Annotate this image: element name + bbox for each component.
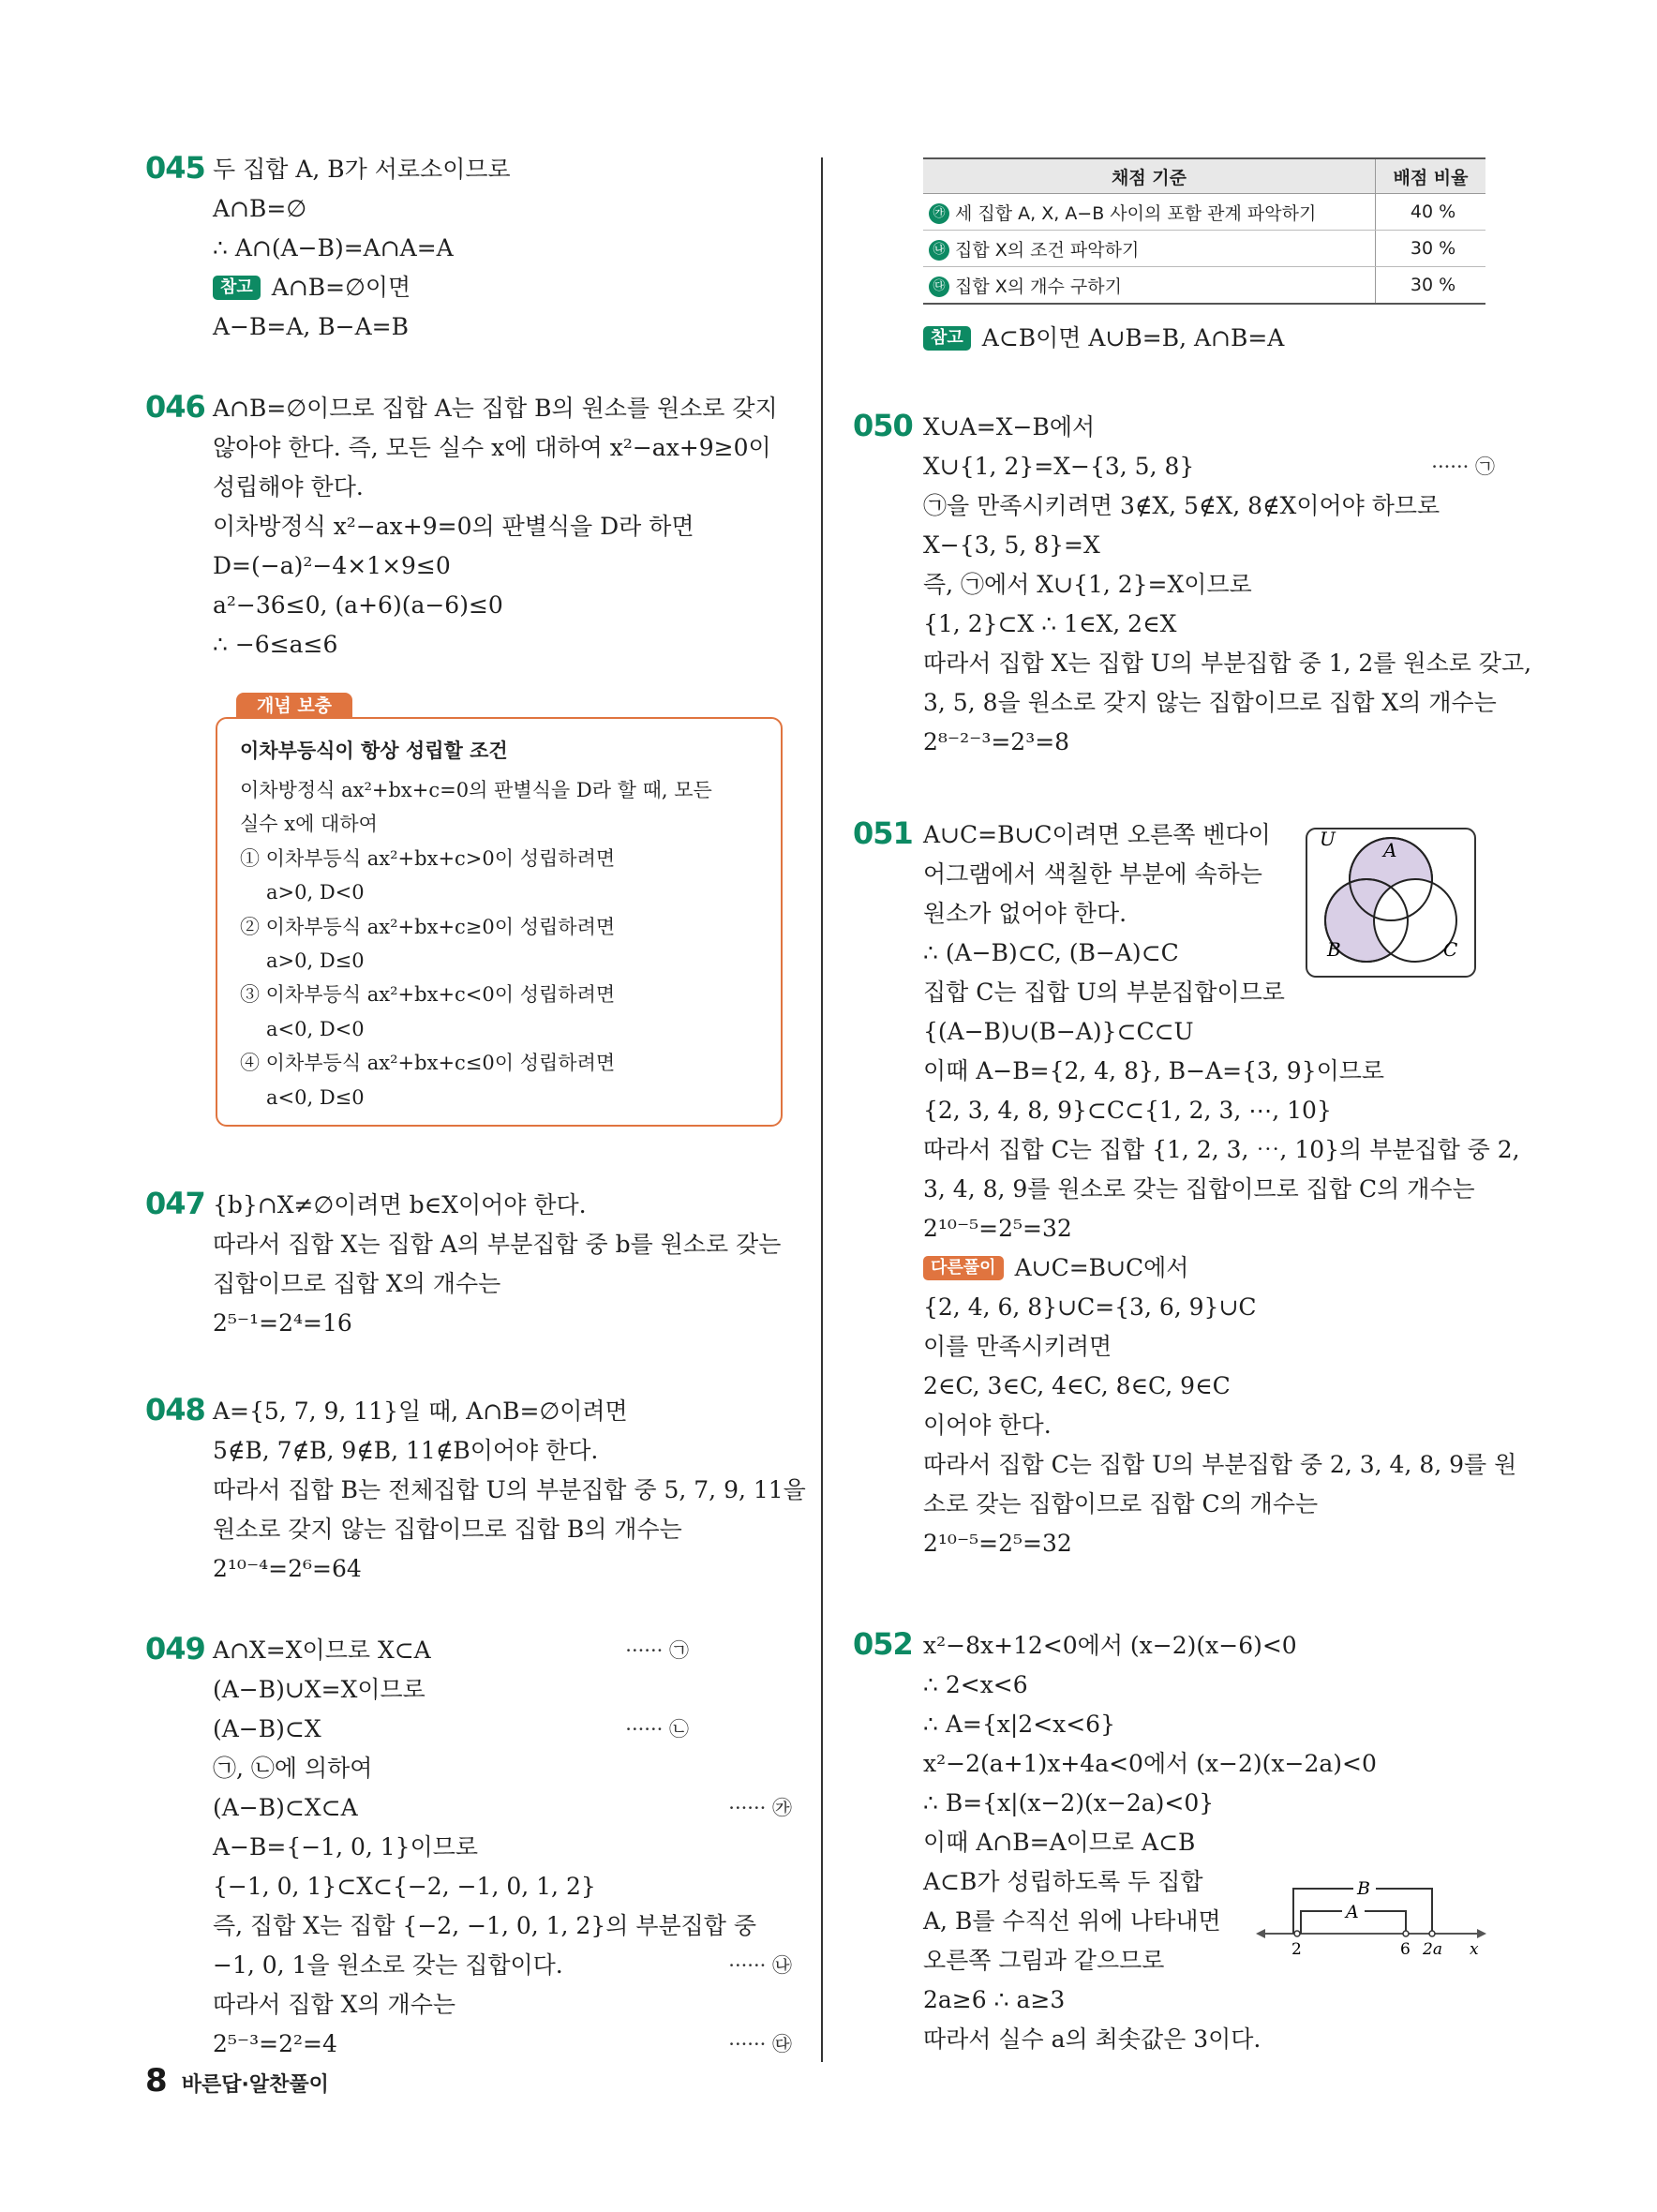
step-marker: ㉰ <box>929 276 949 297</box>
equation-tag: ······ ㉠ <box>1431 456 1495 478</box>
text-line: ∴ A={x|2<x<6} <box>923 1711 1115 1738</box>
problem-number: 051 <box>853 815 913 851</box>
problem-number: 052 <box>853 1626 913 1662</box>
step-tag: ······ ㉯ <box>728 1954 792 1977</box>
text-line: 2¹⁰⁻⁵=2⁵=32 <box>923 1215 1072 1242</box>
text-line: ∴ B={x|(x−2)(x−2a)<0} <box>923 1789 1215 1816</box>
text-line: 2¹⁰⁻⁴=2⁶=64 <box>213 1555 362 1582</box>
number-line-diagram <box>1256 1870 1490 1959</box>
text-line: {(A−B)∪(B−A)}⊂C⊂U <box>923 1018 1194 1045</box>
line-text: 2⁵⁻³=2²=4 <box>213 2030 337 2057</box>
text-line: 5∉B, 7∉B, 9∉B, 11∉B이어야 한다. <box>213 1437 599 1464</box>
problem-number: 049 <box>145 1631 205 1666</box>
text-line: ∴ A∩(A−B)=A∩A=A <box>213 234 454 262</box>
tick-label: 2a <box>1423 1940 1442 1959</box>
text-line: A, B를 수직선 위에 나타내면 <box>923 1907 1221 1935</box>
text-line: ∴ 2<x<6 <box>923 1671 1028 1698</box>
line-text: A∩X=X이므로 X⊂A <box>213 1637 431 1664</box>
problem-number: 046 <box>145 389 205 425</box>
venn-label-b: B <box>1327 938 1341 961</box>
text-line <box>923 1248 1495 1288</box>
text-line: {2, 4, 6, 8}∪C={3, 6, 9}∪C <box>923 1293 1257 1321</box>
text-line: 3, 5, 8을 원소로 갖지 않는 집합이므로 집합 X의 개수는 <box>923 689 1497 716</box>
line-text: (A−B)⊂X <box>213 1715 321 1742</box>
text-line: 않아야 한다. 즉, 모든 실수 x에 대하여 x²−ax+9≥0이 <box>213 434 771 461</box>
text-line: {1, 2}⊂X ∴ 1∈X, 2∈X <box>923 610 1177 637</box>
text-line <box>213 1710 792 1749</box>
venn-label-a: A <box>1383 839 1397 861</box>
text-line: (A−B)∪X=X이므로 <box>213 1676 425 1703</box>
problem-number: 045 <box>145 150 205 186</box>
text-line: 어그램에서 색칠한 부분에 속하는 <box>923 860 1262 888</box>
text-line: 2∈C, 3∈C, 4∈C, 8∈C, 9∈C <box>923 1372 1231 1399</box>
table-row <box>923 194 1485 231</box>
text-line: 따라서 집합 X는 집합 A의 부분집합 중 b를 원소로 갖는 <box>213 1231 782 1258</box>
text-line: 즉, 집합 X는 집합 {−2, −1, 0, 1, 2}의 부분집합 중 <box>213 1912 757 1939</box>
concept-line: 실수 x에 대하여 <box>240 813 378 836</box>
step-marker: ㉯ <box>929 240 949 261</box>
text-line: 따라서 실수 a의 최솟값은 3이다. <box>923 2025 1261 2053</box>
step-tag: ······ ㉮ <box>728 1797 792 1819</box>
concept-line: ① 이차부등식 ax²+bx+c>0이 성립하려면 <box>240 846 616 870</box>
problem-number: 047 <box>145 1186 205 1221</box>
text-line: X−{3, 5, 8}=X <box>923 531 1100 559</box>
column-divider <box>821 157 823 2062</box>
table-cell: 집합 X의 개수 구하기 <box>955 276 1122 297</box>
text-line: x²−8x+12<0에서 (x−2)(x−6)<0 <box>923 1632 1297 1659</box>
text-line: A∪C=B∪C이려면 오른쪽 벤다이 <box>923 821 1271 848</box>
text-line: 즉, ㉠에서 X∪{1, 2}=X이므로 <box>923 571 1252 598</box>
step-marker: ㉮ <box>929 203 949 224</box>
concept-line: a>0, D≤0 <box>266 949 365 972</box>
text-line: x²−2(a+1)x+4a<0에서 (x−2)(x−2a)<0 <box>923 1750 1377 1777</box>
label-a: A <box>1346 1902 1359 1922</box>
text-line <box>213 2025 792 2064</box>
text-line: 집합 C는 집합 U의 부분집합이므로 <box>923 979 1285 1006</box>
text-line: 2⁵⁻¹=2⁴=16 <box>213 1309 352 1337</box>
text-line: 두 집합 A, B가 서로소이므로 <box>213 156 511 183</box>
text-line: 따라서 집합 C는 집합 U의 부분집합 중 2, 3, 4, 8, 9를 원 <box>923 1451 1517 1478</box>
concept-line: 이차방정식 ax²+bx+c=0의 판별식을 D라 할 때, 모든 <box>240 779 712 801</box>
note-text: A∩B=∅이면 <box>271 274 411 301</box>
text-line: 이때 A−B={2, 4, 8}, B−A={3, 9}이므로 <box>923 1057 1385 1084</box>
table-row <box>923 267 1485 305</box>
line-text: A∪C=B∪C에서 <box>1014 1254 1189 1281</box>
text-line: ㉠을 만족시키려면 3∉X, 5∉X, 8∉X이어야 하므로 <box>923 492 1441 519</box>
line-text: X∪{1, 2}=X−{3, 5, 8} <box>923 453 1195 480</box>
tick-label: 6 <box>1400 1940 1411 1959</box>
text-line: {2, 3, 4, 8, 9}⊂C⊂{1, 2, 3, ⋯, 10} <box>923 1097 1332 1124</box>
text-line: 집합이므로 집합 X의 개수는 <box>213 1270 501 1297</box>
line-text: −1, 0, 1을 원소로 갖는 집합이다. <box>213 1951 563 1979</box>
text-line <box>213 1631 792 1670</box>
text-line: X∪A=X−B에서 <box>923 413 1096 441</box>
concept-tab: 개념 보충 <box>236 693 352 719</box>
text-line <box>213 1788 792 1828</box>
concept-line: ② 이차부등식 ax²+bx+c≥0이 성립하려면 <box>240 915 616 938</box>
text-line: 따라서 집합 B는 전체집합 U의 부분집합 중 5, 7, 9, 11을 <box>213 1476 806 1503</box>
text-line: A∩B=∅ <box>213 195 307 222</box>
text-line: 원소로 갖지 않는 집합이므로 집합 B의 개수는 <box>213 1516 682 1543</box>
concept-title: 이차부등식이 항상 성립할 조건 <box>240 740 508 762</box>
line-text: (A−B)⊂X⊂A <box>213 1794 358 1821</box>
concept-box <box>216 695 783 1127</box>
page-footer <box>145 2062 329 2100</box>
text-line: 따라서 집합 X는 집합 U의 부분집합 중 1, 2를 원소로 갖고, <box>923 650 1532 677</box>
text-line: 2¹⁰⁻⁵=2⁵=32 <box>923 1530 1072 1557</box>
equation-tag: ······ ㉠ <box>625 1639 689 1662</box>
text-line: ∴ −6≤a≤6 <box>213 631 338 658</box>
step-tag: ······ ㉰ <box>728 2033 792 2055</box>
text-line: {b}∩X≠∅이려면 b∈X이어야 한다. <box>213 1191 587 1218</box>
table-header: 채점 기준 <box>923 158 1376 194</box>
concept-line: ③ 이차부등식 ax²+bx+c<0이 성립하려면 <box>240 983 616 1007</box>
text-line <box>213 268 792 307</box>
note-badge: 참고 <box>213 276 261 300</box>
text-line: 따라서 집합 C는 집합 {1, 2, 3, ⋯, 10}의 부분집합 중 2, <box>923 1136 1520 1163</box>
venn-label-c: C <box>1443 938 1458 961</box>
alt-solution-badge: 다른풀이 <box>923 1256 1004 1280</box>
text-line: A−B={−1, 0, 1}이므로 <box>213 1833 479 1861</box>
grading-table <box>923 157 1485 305</box>
text-line: A={5, 7, 9, 11}일 때, A∩B=∅이려면 <box>213 1397 628 1425</box>
table-cell: 30 % <box>1376 267 1486 305</box>
text-line: 소로 갖는 집합이므로 집합 C의 개수는 <box>923 1490 1319 1517</box>
text-line: D=(−a)²−4×1×9≤0 <box>213 552 451 579</box>
text-line: A−B=A, B−A=B <box>213 313 409 340</box>
note-badge: 참고 <box>923 326 971 351</box>
text-line: 따라서 집합 X의 개수는 <box>213 1991 455 2018</box>
text-line: 이어야 한다. <box>923 1412 1052 1439</box>
concept-line: a<0, D<0 <box>266 1017 365 1040</box>
axis-label: x <box>1470 1940 1479 1959</box>
text-line: 성립해야 한다. <box>213 473 364 501</box>
text-line <box>923 447 1495 486</box>
text-line: 이를 만족시키려면 <box>923 1333 1112 1360</box>
table-cell: 40 % <box>1376 194 1486 231</box>
text-line: ∴ (A−B)⊂C, (B−A)⊂C <box>923 939 1179 966</box>
footer-title: 바른답·알찬풀이 <box>181 2073 329 2097</box>
label-b: B <box>1357 1878 1370 1899</box>
text-line: ㉠, ㉡에 의하여 <box>213 1755 373 1782</box>
equation-tag: ······ ㉡ <box>625 1718 689 1741</box>
text-line <box>213 1946 792 1985</box>
page-number: 8 <box>145 2062 168 2100</box>
problem-number: 050 <box>853 408 913 443</box>
text-line: 원소가 없어야 한다. <box>923 900 1127 927</box>
table-cell: 집합 X의 조건 파악하기 <box>955 239 1140 261</box>
table-cell: 30 % <box>1376 231 1486 267</box>
problem-number: 048 <box>145 1392 205 1427</box>
text-line: 이때 A∩B=A이므로 A⊂B <box>923 1829 1196 1856</box>
tick-label: 2 <box>1291 1940 1302 1959</box>
text-line: 이차방정식 x²−ax+9=0의 판별식을 D라 하면 <box>213 513 694 540</box>
table-cell: 세 집합 A, X, A−B 사이의 포함 관계 파악하기 <box>955 202 1317 224</box>
concept-line: ④ 이차부등식 ax²+bx+c≤0이 성립하려면 <box>240 1052 616 1075</box>
note-text: A⊂B이면 A∪B=B, A∩B=A <box>981 324 1285 351</box>
text-line: 3, 4, 8, 9를 원소로 갖는 집합이므로 집합 C의 개수는 <box>923 1175 1475 1203</box>
grading-note <box>923 319 1284 358</box>
text-line: A∩B=∅이므로 집합 A는 집합 B의 원소를 원소로 갖지 <box>213 395 778 422</box>
venn-label-u: U <box>1320 828 1336 850</box>
concept-line: a<0, D≤0 <box>266 1085 365 1109</box>
venn-diagram <box>1303 815 1481 984</box>
text-line: 2a≥6 ∴ a≥3 <box>923 1986 1066 2013</box>
table-row <box>923 231 1485 267</box>
text-line: 2⁸⁻²⁻³=2³=8 <box>923 728 1070 755</box>
text-line: a²−36≤0, (a+6)(a−6)≤0 <box>213 591 503 619</box>
concept-line: a>0, D<0 <box>266 881 365 904</box>
text-line: A⊂B가 성립하도록 두 집합 <box>923 1868 1203 1895</box>
table-header: 배점 비율 <box>1376 158 1486 194</box>
text-line: {−1, 0, 1}⊂X⊂{−2, −1, 0, 1, 2} <box>213 1873 596 1900</box>
text-line: 오른쪽 그림과 같으므로 <box>923 1947 1165 1974</box>
